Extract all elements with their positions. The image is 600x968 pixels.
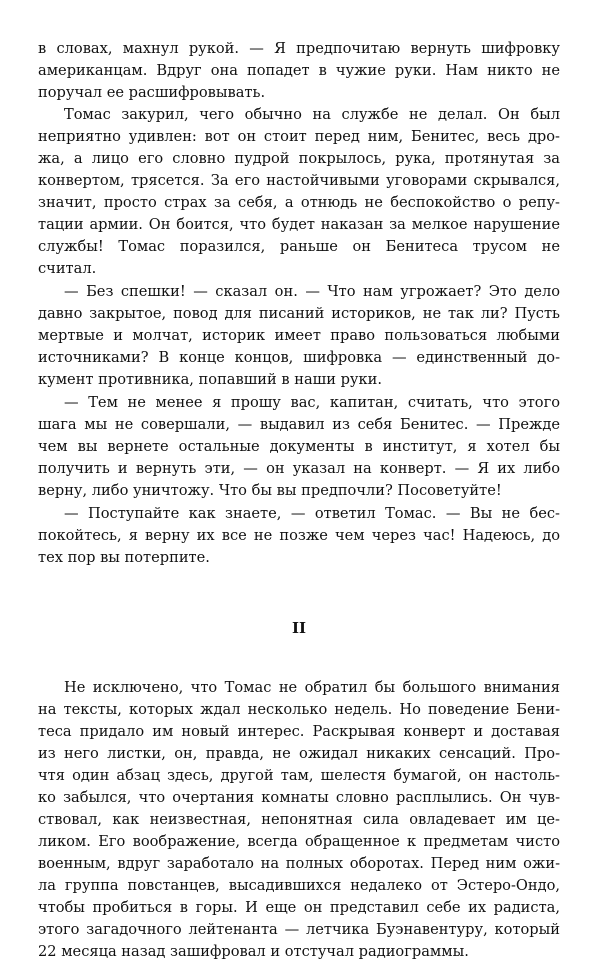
text-line: поручал ее расшифровывать.: [38, 84, 266, 101]
section-heading: II: [291, 619, 307, 637]
text-line: чтобы пробиться в горы. И еще он представил себе их радиста,: [38, 899, 560, 916]
text-line: ла группа повстанцев, высадившихся недалеко от Эстеро-Ондо,: [38, 877, 560, 894]
text-line: военным, вдруг заработало на полных оборотах. Перед ним ожи-: [38, 855, 560, 872]
text-line: ликом. Его воображение, всегда обращенное к предметам чисто: [38, 833, 560, 850]
text-line: значит, просто страх за себя, а отнюдь не беспокойство о репу-: [38, 194, 560, 211]
text-line: конвертом, трясется. За его настойчивыми уговорами скрывался,: [38, 172, 560, 189]
text-line: давно закрытое, повод для писаний историков, не так ли? Пусть: [38, 305, 560, 322]
text-line: Томас закурил, чего обычно на службе не делал. Он был: [64, 106, 560, 123]
text-line: кумент противника, попавший в наши руки.: [38, 371, 383, 388]
text-line: источниками? В конце концов, шифровка — единственный до-: [38, 349, 560, 366]
text-line: ко забылся, что очертания комнаты словно расплылись. Он чув-: [38, 789, 560, 806]
text-line: — Без спешки! — сказал он. — Что нам угрожает? Это дело: [64, 283, 560, 300]
text-line: чем вы вернете остальные документы в институт, я хотел бы: [38, 438, 560, 455]
text-line: покойтесь, я верну их все не позже чем через час! Надеюсь, до: [38, 527, 560, 544]
text-line: тех пор вы потерпите.: [38, 549, 210, 566]
text-line: из него листки, он, правда, не ожидал никаких сенсаций. Про-: [38, 745, 560, 762]
text-line: жа, а лицо его словно пудрой покрылось, рука, протянутая за: [38, 150, 560, 167]
text-line: чтя один абзац здесь, другой там, шелестя бумагой, он настоль-: [38, 767, 560, 784]
text-line: в словах, махнул рукой. — Я предпочитаю вернуть шифровку: [38, 40, 560, 57]
text-line: считал.: [38, 260, 97, 277]
text-line: этого загадочного лейтенанта — летчика Буэнавентуру, который: [38, 921, 560, 938]
text-line: тации армии. Он боится, что будет наказан за мелкое нарушение: [38, 216, 560, 233]
text-line: службы! Томас поразился, раньше он Бенитеса трусом не: [38, 238, 560, 255]
text-line: ствовал, как неизвестная, непонятная сила овладевает им це-: [38, 811, 560, 828]
text-line: американцам. Вдруг она попадет в чужие руки. Нам никто не: [38, 62, 560, 79]
text-line: шага мы не совершали, — выдавил из себя Бенитес. — Прежде: [38, 416, 560, 433]
text-line: получить и вернуть эти, — он указал на конверт. — Я их либо: [38, 460, 560, 477]
text-line: — Тем не менее я прошу вас, капитан, считать, что этого: [64, 394, 560, 411]
text-line: верну, либо уничтожу. Что бы вы предпочли? Посоветуйте!: [38, 482, 502, 499]
text-line: — Поступайте как знаете, — ответил Томас. — Вы не бес-: [64, 505, 560, 522]
text-line: на тексты, которых ждал несколько недель. Но поведение Бени-: [38, 701, 560, 718]
text-line: мертвые и молчат, историк имеет право пользоваться любыми: [38, 327, 560, 344]
text-line: 22 месяца назад зашифровал и отстучал радиограммы.: [38, 943, 469, 960]
text-line: Не исключено, что Томас не обратил бы большого внимания: [64, 679, 560, 696]
text-line: неприятно удивлен: вот он стоит перед ним, Бенитес, весь дро-: [38, 128, 560, 145]
text-line: теса придало им новый интерес. Раскрывая конверт и доставая: [38, 723, 560, 740]
